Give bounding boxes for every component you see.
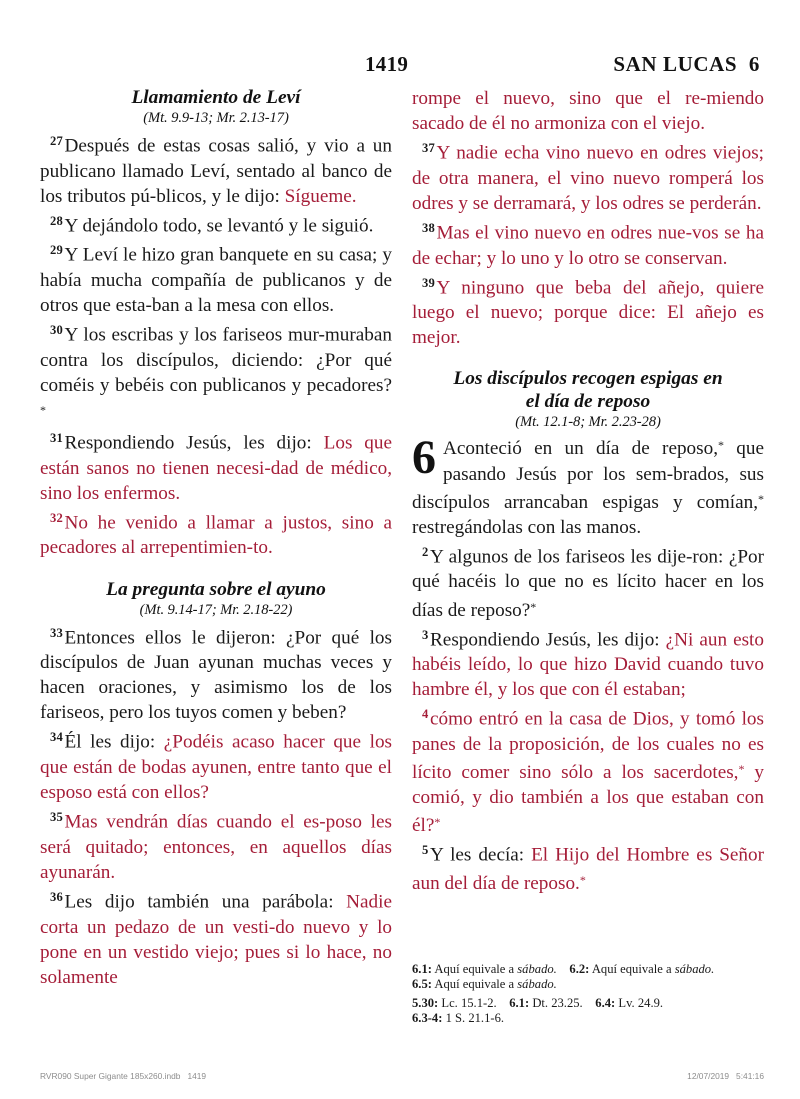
- verse-group-chapter6: [412, 433, 764, 896]
- verse-number: 31: [50, 431, 63, 446]
- column-right: [412, 86, 764, 896]
- verse-paragraph: [40, 129, 392, 209]
- verse-text-run: Respondiendo Jesús, les dijo:: [430, 629, 666, 651]
- verse-text-run: No he venido a llamar a justos, sino a pecadores al arrepentimien-to.: [40, 512, 392, 559]
- section-reference-ayuno: (Mt. 9.14-17; Mr. 2.18-22): [139, 601, 293, 618]
- verse-number: 37: [422, 141, 435, 156]
- verse-number: 34: [50, 730, 63, 745]
- footnote-text: Dt. 23.25.: [529, 996, 583, 1011]
- footnote-italic-term: sábado.: [517, 962, 557, 976]
- verse-number: 30: [50, 323, 63, 338]
- footnote-reference: 6.5:: [412, 976, 432, 991]
- verse-text-run: Y Leví le hizo gran banquete en su casa; y había mucha compañía de publicanos y de otros que esta-ban a la mesa con ellos.: [40, 244, 392, 317]
- verse-number: 5: [422, 843, 429, 858]
- verse-number: 4: [422, 707, 429, 722]
- verse-number: 3: [422, 627, 429, 642]
- footnote-reference: 6.4:: [595, 996, 616, 1011]
- verse-text-run: Y ninguno que beba del añejo, quiere luego el nuevo; porque dice: El añejo es mejor.: [412, 277, 764, 349]
- verse-paragraph: [412, 86, 764, 136]
- verse-text-run: Y algunos de los fariseos les dije-ron: ¿Por qué hacéis lo que no es lícito hacer en los días de reposo?: [412, 546, 764, 621]
- verse-text-run: ¿Podéis acaso hacer que los que están de bodas ayunen, entre tanto que el esposo está con ellos?: [40, 731, 393, 804]
- verse-paragraph: [40, 621, 392, 726]
- verse-text-run: Aconteció en un día de reposo,: [443, 438, 719, 460]
- footnotes-block: [412, 962, 764, 1025]
- footnote-line: [412, 962, 764, 977]
- footnote-text: Lv. 24.9.: [615, 996, 664, 1011]
- verse-paragraph: [412, 136, 764, 216]
- verse-paragraph: [412, 623, 764, 703]
- footnote-line: [412, 977, 764, 992]
- footnote-text: 1 S. 21.1-6.: [442, 1010, 505, 1025]
- verse-text-run: ¿Ni aun esto habéis leído, lo que hizo David cuando tuvo hambre él, y los que con él estaban;: [412, 629, 764, 701]
- verse-number: 33: [50, 625, 63, 640]
- verse-text-run: Mas vendrán días cuando el es-poso les será quitado; entonces, en aquellos días ayunarán.: [40, 811, 392, 883]
- running-head: [40, 52, 760, 82]
- verse-text-run: Les dijo también una parábola:: [64, 891, 347, 913]
- verse-text-run: Nadie corta un pedazo de un vesti-do nuevo y lo pone en un vestido viejo; pues si lo hace, no solamente: [40, 891, 392, 988]
- verse-paragraph: [40, 725, 392, 805]
- footnote-reference: 5.30:: [412, 996, 439, 1011]
- verse-text-run: Respondiendo Jesús, les dijo:: [64, 432, 324, 454]
- column-left: [40, 86, 392, 990]
- verse-paragraph: [412, 271, 764, 351]
- footnote-reference: 6.1:: [509, 996, 530, 1011]
- verse-paragraph: [412, 702, 764, 838]
- verse-paragraph: [40, 885, 392, 990]
- verse-text-run: Los que están sanos no tienen necesi-dad de médico, sino los enfermos.: [40, 432, 392, 504]
- verse-text-run: Sígueme.: [284, 185, 357, 207]
- footnote-marker: *: [738, 762, 745, 777]
- footnote-text: Aquí equivale a: [431, 976, 518, 991]
- book-chapter-title: SAN LUCAS 6: [613, 52, 760, 76]
- verse-text-run: Y los escribas y los fariseos mur-muraban contra los discípulos, diciendo: ¿Por qué coméis y bebéis con publicanos y pecadores?: [40, 324, 392, 396]
- verse-paragraph: [412, 433, 764, 539]
- verse-continuation-from-left: [412, 86, 764, 136]
- section-heading-llamamiento: Llamamiento de Leví: [131, 87, 301, 108]
- footnote-reference: 6.3-4:: [412, 1010, 443, 1025]
- footnote-text: Lc. 15.1-2.: [438, 996, 497, 1011]
- footnote-text: Aquí equivale a: [589, 962, 675, 976]
- verse-paragraph: [40, 238, 392, 318]
- footnote-marker: *: [579, 872, 586, 887]
- verse-number: 36: [50, 889, 63, 904]
- verse-group-chapter5-end: [412, 136, 764, 350]
- footnote-reference: 6.1:: [412, 962, 432, 976]
- verse-text-run: Y les decía:: [430, 844, 532, 866]
- section-heading-espigas-line2: el día de reposo: [525, 391, 651, 413]
- verse-text-run: Entonces ellos le dijeron: ¿Por qué los discípulos de Juan ayunan muchas veces y hacen oraciones, y asimismo los de los fariseos, pero los tuyos comen y beben?: [40, 627, 392, 724]
- verse-text-run: cómo entró en la casa de Dios, y tomó los panes de la proposición, de los cuales no es lícito comer sino sólo a los sacerdotes,: [412, 708, 764, 784]
- verse-number: 39: [422, 275, 435, 290]
- verse-paragraph: [412, 216, 764, 271]
- verse-text-run: restregándolas con las manos.: [412, 516, 642, 538]
- footnote-line: [412, 1011, 764, 1026]
- footnote-italic-term: sábado.: [517, 976, 557, 991]
- section-reference-espigas: (Mt. 12.1-8; Mr. 2.23-28): [515, 414, 661, 431]
- footnote-italic-term: sábado.: [674, 962, 715, 976]
- footnote-marker: *: [530, 599, 537, 614]
- verse-paragraph: [40, 805, 392, 885]
- verse-group-section1: [40, 129, 392, 561]
- section-heading-espigas-line1: Los discípulos recogen espigas en: [453, 368, 723, 390]
- footnote-marker: *: [718, 438, 725, 453]
- verse-text-run: Mas el vino nuevo en odres nue-vos se ha de echar; y lo uno y lo otro se conservan.: [412, 222, 764, 269]
- verse-text-run: Él les dijo:: [64, 731, 164, 753]
- verse-number: 2: [422, 544, 429, 559]
- verse-number: 38: [422, 220, 435, 235]
- verse-text-run: Y nadie echa vino nuevo en odres viejos; de otra manera, el vino nuevo romperá los odres y se derramará, y los odres se perderán.: [412, 142, 764, 214]
- imprint-timestamp: 12/07/2019 5:41:16: [687, 1071, 764, 1081]
- verse-text-run: que pasando Jesús por los sem-brados, sus discípulos arrancaban espigas y comían,: [412, 438, 764, 513]
- footnote-text: Aquí equivale a: [431, 962, 518, 976]
- verse-number: 28: [50, 213, 63, 228]
- section-reference-llamamiento: (Mt. 9.9-13; Mr. 2.13-17): [143, 110, 289, 126]
- verse-text-run: El Hijo del Hombre es Señor aun del día de reposo.: [412, 844, 764, 894]
- verse-paragraph: [40, 318, 392, 426]
- imprint-filename: RVR090 Super Gigante 185x260.indb 1419: [40, 1071, 207, 1081]
- section-heading-ayuno: La pregunta sobre el ayuno: [106, 578, 326, 600]
- verse-text-run: y comió, y dio también a los que estaban con él?: [412, 762, 764, 837]
- verse-text-run: Después de estas cosas salió, y vio a un publicano llamado Leví, sentado al banco de los tributos pú-blicos, y le dijo:: [40, 135, 392, 207]
- verse-text-run: rompe el nuevo, sino que el re-miendo sacado de él no armoniza con el viejo.: [412, 88, 764, 135]
- footnote-marker: *: [40, 402, 46, 417]
- verse-paragraph: [40, 209, 392, 239]
- footnote-group-equivalences: [412, 962, 764, 991]
- footnote-marker: *: [434, 815, 441, 830]
- footnote-line: [412, 996, 764, 1011]
- footnote-group-crossrefs: [412, 996, 764, 1025]
- footnote-marker: *: [758, 491, 764, 506]
- verse-number: 32: [50, 510, 63, 525]
- verse-number: 35: [50, 810, 63, 825]
- verse-text-run: Y dejándolo todo, se levantó y le siguió.: [64, 215, 374, 237]
- verse-number: 29: [50, 243, 63, 258]
- verse-paragraph: [412, 540, 764, 623]
- verse-paragraph: [40, 426, 392, 506]
- verse-paragraph: [40, 506, 392, 561]
- verse-group-section2: [40, 621, 392, 990]
- chapter-number-dropcap: 6: [412, 431, 436, 485]
- verse-paragraph: [412, 838, 764, 896]
- page-folio-number: 1419: [365, 52, 409, 76]
- footnote-reference: 6.2:: [569, 962, 590, 976]
- verse-number: 27: [50, 134, 63, 148]
